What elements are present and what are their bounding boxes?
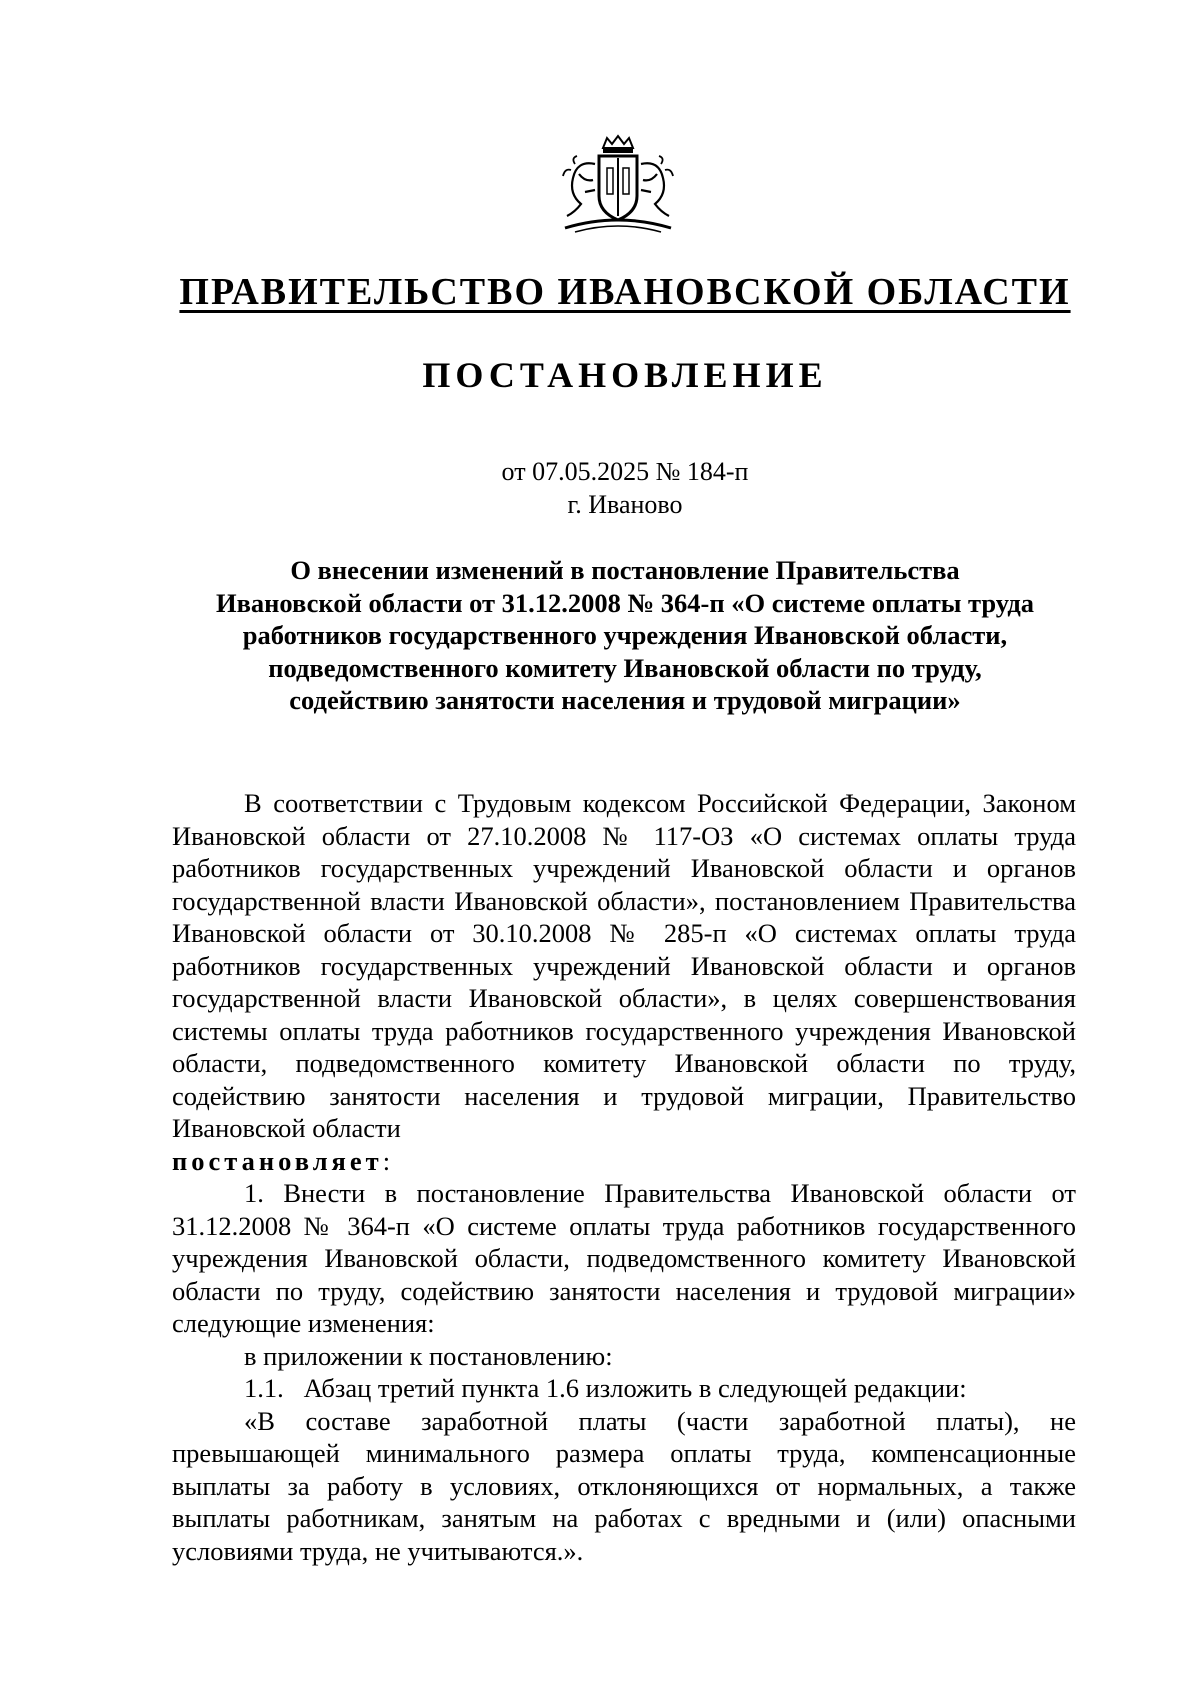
- document-body: [172, 787, 1076, 1567]
- organization-heading: ПРАВИТЕЛЬСТВО ИВАНОВСКОЙ ОБЛАСТИ: [179, 271, 1071, 313]
- title-line: содействию занятости населения и трудовой миграции»: [289, 685, 961, 715]
- document-title: [175, 554, 1075, 717]
- quote-paragraph: «В составе заработной платы (части заработной платы), не превышающей минимального размера оплаты труда, компенсационные выплаты за работу в условиях, отклоняющихся от нормальных, а также выплаты работникам, занятым на работах с вредными и (или) опасными условиями труда, не учитываются.».: [172, 1405, 1076, 1566]
- city: г. Иваново: [567, 490, 683, 519]
- decree-colon: :: [382, 1145, 391, 1176]
- appendix-paragraph: в приложении к постановлению:: [244, 1340, 613, 1371]
- item-1-paragraph: 1. Внести в постановление Правительства Ивановской области от 31.12.2008 № 364-п «О системе оплаты труда работников государственного учреждения Ивановской области, подведомственного комитету Ивановской области по труду, содействию занятости населения и трудовой миграции» следующие изменения:: [172, 1178, 1076, 1338]
- title-line: О внесении изменений в постановление Правительства: [290, 555, 960, 585]
- decree-line: [172, 1145, 1076, 1178]
- decree-word: постановляет: [172, 1145, 383, 1176]
- document-type-heading: ПОСТАНОВЛЕНИЕ: [422, 355, 828, 395]
- coat-of-arms-icon: [555, 134, 681, 238]
- item-1-1-paragraph: 1.1. Абзац третий пункта 1.6 изложить в следующей редакции:: [244, 1373, 967, 1403]
- document-meta: [0, 455, 1200, 521]
- title-line: работников государственного учреждения Ивановской области,: [242, 620, 1008, 650]
- title-line: подведомственного комитету Ивановской области по труду,: [268, 652, 982, 683]
- date-number: от 07.05.2025 № 184-п: [501, 457, 749, 486]
- title-line: Ивановской области от 31.12.2008 № 364-п «О системе оплаты труда: [215, 587, 1034, 618]
- preamble-paragraph: В соответствии с Трудовым кодексом Российской Федерации, Законом Ивановской области от 27.10.2008 № 117-ОЗ «О системах оплаты труда работников государственных учреждений Ивановской области и органов государственной власти Ивановской области», постановлением Правительства Ивановской области от 30.10.2008 № 285-п «О системах оплаты труда работников государственных учреждений Ивановской области и органов государственной власти Ивановской области», в целях совершенствования системы оплаты труда работников государственного учреждения Ивановской области, подведомственного комитету Ивановской области по труду, содействию занятости населения и трудовой миграции, Правительство Ивановской области: [172, 788, 1076, 1143]
